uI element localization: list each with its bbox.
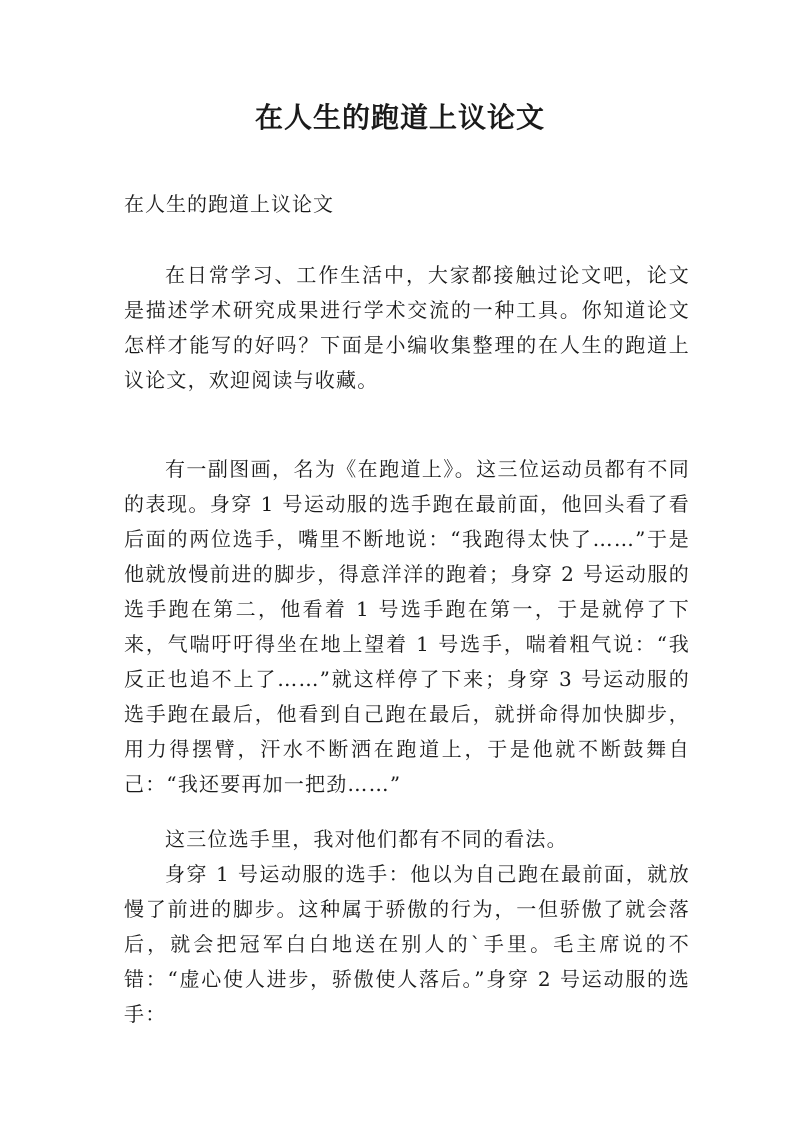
paragraph: 有一副图画，名为《在跑道上》。这三位运动员都有不同的表现。身穿 1 号运动服的选手跑在最前面，他回头看了看后面的两位选手，嘴里不断地说：“我跑得太快了……”于是他就放慢前进的脚步，得意洋洋的跑着；身穿 2 号运动服的选手跑在第二，他看着 1 号选手跑在第一，于是就停了下来，气喘吁吁得坐在地上望着 1 号选手，喘着粗气说：“我反正也追不上了……”就这样停了下来；身穿 3 号运动服的选手跑在最后，他看到自己跑在最后，就拼命得加快脚步，用力得摆臂，汗水不断洒在跑道上，于是他就不断鼓舞自己：“我还要再加一把劲……”: [124, 457, 690, 796]
paragraph: 这三位选手里，我对他们都有不同的看法。: [165, 827, 568, 851]
paragraph: 身穿 1 号运动服的选手：他以为自己跑在最前面，就放慢了前进的脚步。这种属于骄傲的行为，一但骄傲了就会落后，就会把冠军白白地送在别人的`手里。毛主席说的不错：“虚心使人进步，骄傲使人落后。”身穿 2 号运动服的选手：: [124, 862, 690, 1026]
paragraph: 在日常学习、工作生活中，大家都接触过论文吧，论文是描述学术研究成果进行学术交流的一种工具。你知道论文怎样才能写的好吗？下面是小编收集整理的在人生的跑道上议论文，欢迎阅读与收藏。: [124, 263, 690, 392]
document-subtitle: 在人生的跑道上议论文: [124, 192, 334, 216]
document-title: 在人生的跑道上议论文: [254, 101, 545, 134]
